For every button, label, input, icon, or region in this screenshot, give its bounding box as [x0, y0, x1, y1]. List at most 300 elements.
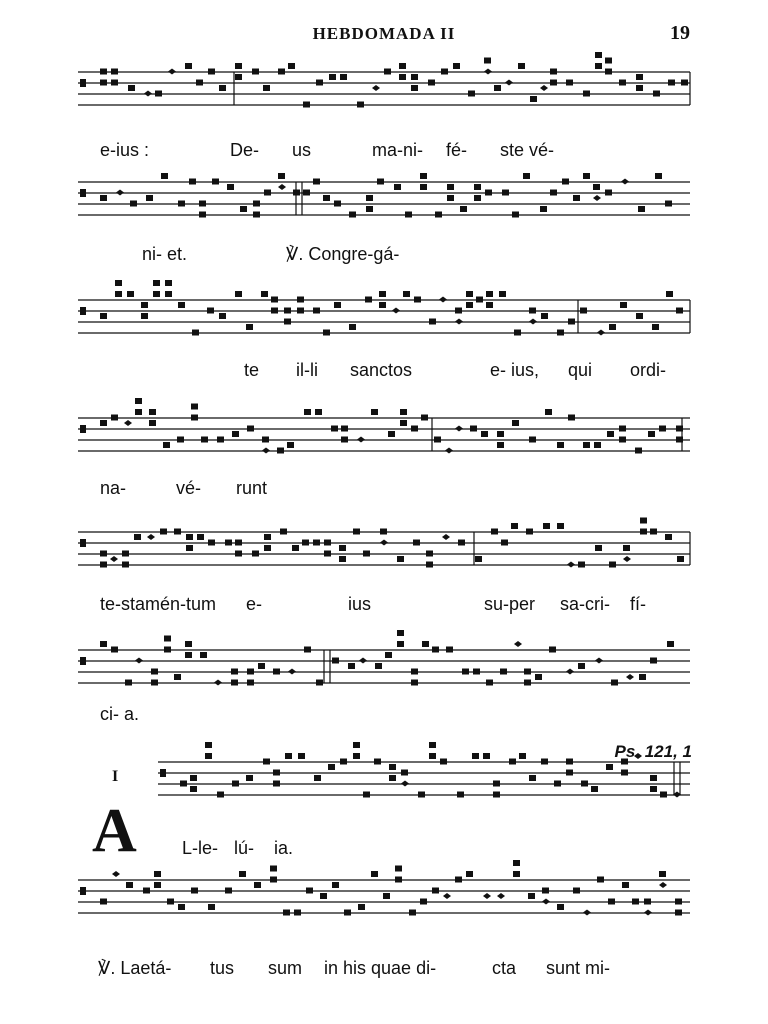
square-neume — [528, 893, 535, 899]
square-neume — [167, 899, 174, 905]
square-neume — [134, 534, 141, 540]
square-neume — [153, 280, 160, 286]
square-neume — [659, 871, 666, 877]
square-neume — [190, 775, 197, 781]
square-neume — [190, 786, 197, 792]
lyric-syllable: e-ius : — [100, 140, 150, 160]
square-neume — [470, 426, 477, 432]
clef-mark — [80, 189, 86, 197]
square-neume — [529, 437, 536, 443]
square-neume — [217, 437, 224, 443]
square-neume — [252, 69, 259, 75]
square-neume — [557, 442, 564, 448]
rhombus-neume — [529, 319, 537, 325]
lyric-syllable: te-stamén-tum — [100, 594, 217, 614]
square-neume — [581, 781, 588, 787]
square-neume — [235, 551, 242, 557]
square-neume — [605, 190, 612, 196]
square-neume — [207, 308, 214, 314]
square-neume — [232, 781, 239, 787]
square-neume — [675, 910, 682, 916]
square-neume — [232, 431, 239, 437]
square-neume — [277, 448, 284, 454]
square-neume — [366, 195, 373, 201]
square-neume — [509, 759, 516, 765]
square-neume — [429, 742, 436, 748]
square-neume — [414, 297, 421, 303]
rhombus-neume — [112, 871, 120, 877]
square-neume — [457, 792, 464, 798]
square-neume — [557, 330, 564, 336]
square-neume — [566, 80, 573, 86]
square-neume — [566, 770, 573, 776]
square-neume — [595, 545, 602, 551]
rhombus-neume — [288, 669, 296, 675]
rhombus-neume — [144, 91, 152, 97]
square-neume — [594, 442, 601, 448]
square-neume — [518, 63, 525, 69]
square-neume — [611, 680, 618, 686]
rhombus-neume — [401, 781, 409, 787]
square-neume — [591, 786, 598, 792]
square-neume — [666, 291, 673, 297]
square-neume — [578, 562, 585, 568]
rhombus-neume — [484, 69, 492, 75]
square-neume — [545, 409, 552, 415]
lyric-syllable: il-li — [296, 360, 318, 380]
square-neume — [235, 74, 242, 80]
square-neume — [568, 415, 575, 421]
square-neume — [126, 882, 133, 888]
square-neume — [200, 652, 207, 658]
square-neume — [178, 302, 185, 308]
square-neume — [353, 742, 360, 748]
square-neume — [665, 201, 672, 207]
square-neume — [297, 308, 304, 314]
square-neume — [432, 647, 439, 653]
square-neume — [524, 680, 531, 686]
rhombus-neume — [116, 190, 124, 196]
square-neume — [597, 877, 604, 883]
square-neume — [500, 669, 507, 675]
square-neume — [100, 80, 107, 86]
square-neume — [435, 212, 442, 218]
square-neume — [650, 786, 657, 792]
square-neume — [235, 291, 242, 297]
rhombus-neume — [593, 195, 601, 201]
square-neume — [541, 759, 548, 765]
square-neume — [432, 888, 439, 894]
square-neume — [297, 297, 304, 303]
square-neume — [418, 792, 425, 798]
square-neume — [677, 556, 684, 562]
square-neume — [353, 529, 360, 535]
square-neume — [446, 647, 453, 653]
square-neume — [262, 437, 269, 443]
square-neume — [217, 792, 224, 798]
clef-mark — [160, 769, 166, 777]
square-neume — [380, 529, 387, 535]
square-neume — [420, 184, 427, 190]
square-neume — [486, 680, 493, 686]
square-neume — [219, 85, 226, 91]
square-neume — [371, 871, 378, 877]
square-neume — [523, 173, 530, 179]
square-neume — [526, 529, 533, 535]
square-neume — [135, 398, 142, 404]
lyric-syllable: ius — [348, 594, 372, 614]
square-neume — [619, 426, 626, 432]
square-neume — [122, 551, 129, 557]
lyric-syllable: sunt mi- — [546, 958, 611, 978]
square-neume — [405, 212, 412, 218]
square-neume — [681, 80, 688, 86]
square-neume — [149, 409, 156, 415]
square-neume — [394, 184, 401, 190]
square-neume — [472, 753, 479, 759]
square-neume — [357, 102, 364, 108]
square-neume — [284, 308, 291, 314]
square-neume — [660, 792, 667, 798]
rhombus-neume — [443, 893, 451, 899]
square-neume — [568, 319, 575, 325]
square-neume — [185, 652, 192, 658]
square-neume — [655, 173, 662, 179]
square-neume — [595, 52, 602, 58]
square-neume — [397, 630, 404, 636]
clef-mark — [80, 657, 86, 665]
square-neume — [323, 330, 330, 336]
square-neume — [473, 669, 480, 675]
rhombus-neume — [540, 85, 548, 91]
square-neume — [313, 540, 320, 546]
square-neume — [186, 545, 193, 551]
square-neume — [313, 179, 320, 185]
rhombus-neume — [262, 448, 270, 454]
square-neume — [153, 291, 160, 297]
square-neume — [100, 69, 107, 75]
square-neume — [428, 80, 435, 86]
square-neume — [191, 404, 198, 410]
rhombus-neume — [595, 658, 603, 664]
square-neume — [397, 556, 404, 562]
square-neume — [292, 545, 299, 551]
rhombus-neume — [455, 319, 463, 325]
square-neume — [400, 420, 407, 426]
lyric-syllable: ia. — [274, 838, 294, 858]
square-neume — [676, 308, 683, 314]
square-neume — [284, 319, 291, 325]
rhombus-neume — [597, 330, 605, 336]
square-neume — [185, 641, 192, 647]
rhombus-neume — [214, 680, 222, 686]
lyric-syllable: e- — [246, 594, 263, 614]
rhombus-neume — [623, 556, 631, 562]
lyric-syllable: qui — [568, 360, 593, 380]
square-neume — [143, 888, 150, 894]
square-neume — [494, 85, 501, 91]
square-neume — [100, 562, 107, 568]
page-number: 19 — [670, 22, 690, 44]
square-neume — [639, 674, 646, 680]
square-neume — [366, 206, 373, 212]
square-neume — [191, 888, 198, 894]
square-neume — [514, 330, 521, 336]
square-neume — [400, 409, 407, 415]
square-neume — [185, 63, 192, 69]
square-neume — [486, 302, 493, 308]
square-neume — [411, 85, 418, 91]
lyric-syllable: e- ius, — [490, 360, 540, 380]
square-neume — [623, 545, 630, 551]
square-neume — [189, 179, 196, 185]
rhombus-neume — [566, 669, 574, 675]
square-neume — [130, 201, 137, 207]
rhombus-neume — [483, 893, 491, 899]
square-neume — [377, 179, 384, 185]
rhombus-neume — [442, 534, 450, 540]
square-neume — [640, 529, 647, 535]
square-neume — [304, 409, 311, 415]
square-neume — [348, 663, 355, 669]
square-neume — [399, 63, 406, 69]
square-neume — [163, 442, 170, 448]
square-neume — [253, 212, 260, 218]
square-neume — [466, 871, 473, 877]
square-neume — [379, 302, 386, 308]
square-neume — [128, 85, 135, 91]
square-neume — [111, 80, 118, 86]
square-neume — [316, 680, 323, 686]
square-neume — [320, 893, 327, 899]
square-neume — [650, 658, 657, 664]
square-neume — [349, 212, 356, 218]
square-neume — [530, 96, 537, 102]
square-neume — [263, 85, 270, 91]
square-neume — [111, 69, 118, 75]
rhombus-neume — [497, 893, 505, 899]
square-neume — [225, 540, 232, 546]
square-neume — [328, 764, 335, 770]
square-neume — [246, 775, 253, 781]
square-neume — [332, 882, 339, 888]
rhombus-neume — [359, 658, 367, 664]
square-neume — [650, 529, 657, 535]
square-neume — [650, 775, 657, 781]
rhombus-neume — [372, 85, 380, 91]
square-neume — [151, 680, 158, 686]
square-neume — [468, 91, 475, 97]
square-neume — [648, 431, 655, 437]
square-neume — [535, 674, 542, 680]
square-neume — [294, 910, 301, 916]
rhombus-neume — [135, 658, 143, 664]
square-neume — [287, 442, 294, 448]
square-neume — [192, 330, 199, 336]
square-neume — [429, 319, 436, 325]
square-neume — [434, 437, 441, 443]
square-neume — [199, 201, 206, 207]
rhombus-neume — [445, 448, 453, 454]
square-neume — [411, 680, 418, 686]
square-neume — [420, 173, 427, 179]
square-neume — [513, 860, 520, 866]
square-neume — [640, 518, 647, 524]
lyric-syllable: sum — [268, 958, 303, 978]
square-neume — [125, 680, 132, 686]
rhombus-neume — [567, 562, 575, 568]
square-neume — [388, 431, 395, 437]
square-neume — [462, 669, 469, 675]
square-neume — [420, 899, 427, 905]
lyric-syllable: runt — [236, 478, 268, 498]
rhombus-neume — [455, 426, 463, 432]
square-neume — [665, 534, 672, 540]
square-neume — [519, 753, 526, 759]
square-neume — [401, 770, 408, 776]
square-neume — [115, 291, 122, 297]
square-neume — [399, 74, 406, 80]
square-neume — [557, 523, 564, 529]
square-neume — [426, 562, 433, 568]
lyric-syllable: ℣. Congre-gá- — [286, 244, 400, 264]
square-neume — [339, 556, 346, 562]
square-neume — [240, 206, 247, 212]
clef-mark — [80, 425, 86, 433]
square-neume — [374, 759, 381, 765]
square-neume — [411, 74, 418, 80]
square-neume — [263, 759, 270, 765]
square-neume — [111, 415, 118, 421]
square-neume — [115, 280, 122, 286]
lyric-syllable: ci- a. — [100, 704, 140, 724]
square-neume — [513, 871, 520, 877]
lyric-syllable: ni- et. — [142, 244, 188, 264]
rhombus-neume — [542, 899, 550, 905]
square-neume — [293, 190, 300, 196]
square-neume — [341, 437, 348, 443]
square-neume — [619, 437, 626, 443]
square-neume — [261, 291, 268, 297]
square-neume — [605, 69, 612, 75]
square-neume — [324, 540, 331, 546]
square-neume — [341, 426, 348, 432]
square-neume — [550, 80, 557, 86]
square-neume — [270, 866, 277, 872]
square-neume — [491, 529, 498, 535]
square-neume — [485, 190, 492, 196]
square-neume — [605, 58, 612, 64]
square-neume — [252, 551, 259, 557]
drop-initial: A — [92, 797, 137, 865]
rhombus-neume — [110, 556, 118, 562]
square-neume — [146, 195, 153, 201]
square-neume — [644, 899, 651, 905]
square-neume — [100, 641, 107, 647]
square-neume — [197, 534, 204, 540]
square-neume — [235, 540, 242, 546]
square-neume — [178, 904, 185, 910]
square-neume — [620, 302, 627, 308]
square-neume — [247, 669, 254, 675]
square-neume — [205, 753, 212, 759]
square-neume — [476, 297, 483, 303]
square-neume — [609, 324, 616, 330]
square-neume — [458, 540, 465, 546]
square-neume — [636, 85, 643, 91]
square-neume — [668, 80, 675, 86]
square-neume — [201, 437, 208, 443]
square-neume — [460, 206, 467, 212]
square-neume — [474, 184, 481, 190]
square-neume — [302, 540, 309, 546]
square-neume — [303, 102, 310, 108]
lyric-syllable: te — [244, 360, 260, 380]
square-neume — [421, 415, 428, 421]
square-neume — [638, 206, 645, 212]
square-neume — [371, 409, 378, 415]
lyric-syllable: vé- — [176, 478, 202, 498]
square-neume — [580, 308, 587, 314]
square-neume — [161, 173, 168, 179]
square-neume — [583, 442, 590, 448]
lyric-syllable: fé- — [446, 140, 468, 160]
square-neume — [619, 80, 626, 86]
square-neume — [455, 308, 462, 314]
square-neume — [283, 910, 290, 916]
square-neume — [273, 781, 280, 787]
square-neume — [253, 201, 260, 207]
clef-mark — [80, 307, 86, 315]
rhombus-neume — [514, 641, 522, 647]
rhombus-neume — [439, 297, 447, 303]
square-neume — [375, 663, 382, 669]
square-neume — [141, 313, 148, 319]
square-neume — [608, 899, 615, 905]
square-neume — [389, 775, 396, 781]
square-neume — [247, 680, 254, 686]
square-neume — [264, 190, 271, 196]
square-neume — [593, 184, 600, 190]
square-neume — [493, 792, 500, 798]
square-neume — [365, 297, 372, 303]
square-neume — [524, 669, 531, 675]
square-neume — [426, 551, 433, 557]
square-neume — [493, 781, 500, 787]
rhombus-neume — [392, 308, 400, 314]
square-neume — [540, 206, 547, 212]
square-neume — [395, 866, 402, 872]
page-header-title: HEBDOMADA II — [312, 24, 456, 43]
square-neume — [652, 324, 659, 330]
square-neume — [667, 641, 674, 647]
rhombus-neume — [168, 69, 176, 75]
square-neume — [453, 63, 460, 69]
square-neume — [441, 69, 448, 75]
rhombus-neume — [659, 882, 667, 888]
square-neume — [246, 324, 253, 330]
square-neume — [164, 647, 171, 653]
square-neume — [186, 534, 193, 540]
lyric-syllable: sanctos — [350, 360, 413, 380]
square-neume — [474, 195, 481, 201]
lyric-syllable: L-le- — [182, 838, 219, 858]
square-neume — [164, 636, 171, 642]
square-neume — [258, 663, 265, 669]
square-neume — [235, 63, 242, 69]
square-neume — [549, 647, 556, 653]
square-neume — [344, 910, 351, 916]
